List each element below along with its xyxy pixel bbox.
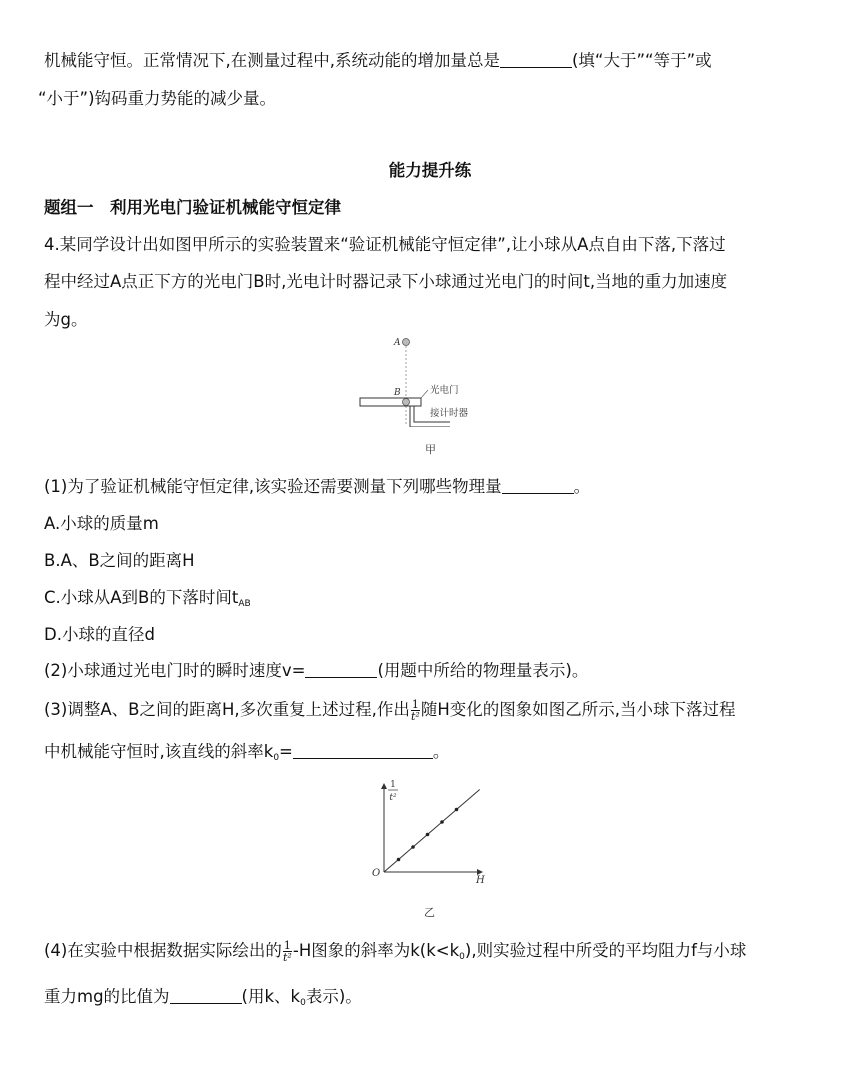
sub-question-3-line-2-text: 中机械能守恒时,该直线的斜率k (44, 742, 274, 761)
fraction-numerator: 1 (411, 698, 419, 711)
k0-subscript: 0 (273, 753, 280, 763)
group-title: 题组一 利用光电门验证机械能守恒定律 (44, 198, 341, 217)
sub-question-4-text: (4)在实验中根据数据实际绘出的 (44, 941, 282, 960)
sub-question-1-text: (1)为了验证机械能守恒定律,该实验还需要测量下列哪些物理量 (44, 477, 502, 496)
data-point (397, 858, 401, 862)
fraction-numerator: 1 (283, 939, 291, 952)
answer-blank-2[interactable] (305, 660, 377, 678)
sub-question-1-after: 。 (573, 477, 591, 496)
k0-subscript: 0 (300, 998, 306, 1008)
figure-1-caption: 甲 (425, 443, 436, 456)
option-a: A.小球的质量m (44, 514, 159, 533)
sub-question-3-text-after: 随H变化的图象如图乙所示,当小球下落过程 (420, 700, 736, 719)
sub-question-4-line-2-mid: (用k、k (241, 987, 301, 1006)
question-4-line-1: 4.某同学设计出如图甲所示的实验装置来“验证机械能守恒定律”,让小球从A点自由下落,下落过 (44, 235, 726, 254)
equals-sign: = (279, 742, 293, 761)
answer-blank-3[interactable] (293, 741, 433, 759)
figure-apparatus (350, 332, 490, 427)
gate-pointer (421, 390, 428, 398)
y-label-denominator: t² (389, 793, 397, 803)
label-timer: 接计时器 (430, 408, 469, 419)
label-photogate: 光电门 (430, 385, 459, 396)
paragraph-line-1 (44, 50, 712, 72)
fraction-1-over-t2 (411, 699, 420, 722)
paragraph-line-2: “小于”)钩码重力势能的减少量。 (38, 89, 277, 108)
section-title: 能力提升练 (388, 161, 472, 180)
option-c (44, 587, 251, 615)
sub-question-1 (44, 476, 590, 498)
data-point (426, 833, 430, 837)
answer-blank-4[interactable] (170, 986, 242, 1004)
data-point (411, 845, 415, 849)
fraction-denominator: t² (410, 710, 420, 723)
figure-graph (360, 772, 495, 887)
fraction-denominator: t² (282, 951, 292, 964)
sub-question-3-line-2-after: 。 (432, 742, 450, 761)
paragraph-text: 机械能守恒。正常情况下,在测量过程中,系统动能的增加量总是 (44, 51, 500, 70)
sub-question-3-line-1 (44, 699, 736, 722)
sub-question-4-line-1 (44, 940, 746, 968)
sub-question-2-after: (用题中所给的物理量表示)。 (377, 661, 589, 680)
sub-question-4-line-2-text: 重力mg的比值为 (44, 987, 170, 1006)
option-c-text: C.小球从A到B的下落时间t (44, 588, 239, 607)
sub-question-4-text-mid: -H图象的斜率为k(k<k (292, 941, 460, 960)
answer-blank[interactable] (500, 50, 572, 68)
option-b: B.A、B之间的距离H (44, 551, 195, 570)
question-4-line-3: 为g。 (44, 310, 88, 329)
photogate-body (360, 398, 421, 406)
fraction-1-over-t2 (283, 940, 292, 963)
figure-2-caption: 乙 (424, 906, 435, 919)
question-4-line-2: 程中经过A点正下方的光电门B时,光电计时器记录下小球通过光电门的时间t,当地的重力加速度 (44, 272, 728, 291)
option-c-subscript: AB (238, 599, 251, 609)
label-a: A (394, 338, 401, 348)
ball-at-a (403, 339, 410, 346)
sub-question-3-line-2 (44, 741, 449, 769)
option-d: D.小球的直径d (44, 625, 155, 644)
paragraph-text-after: (填“大于”“等于”或 (572, 51, 712, 70)
x-label: H (476, 875, 485, 886)
data-point (455, 808, 459, 812)
origin-label: O (372, 868, 381, 879)
label-b: B (394, 388, 401, 398)
sub-question-4-line-2-after: 表示)。 (305, 987, 362, 1006)
sub-question-2 (44, 660, 588, 682)
sub-question-4-line-2 (44, 986, 362, 1014)
sub-question-3-text: (3)调整A、B之间的距离H,多次重复上述过程,作出 (44, 700, 410, 719)
sub-question-2-text: (2)小球通过光电门时的瞬时速度v= (44, 661, 306, 680)
data-point (440, 820, 444, 824)
y-label-numerator: 1 (390, 780, 396, 790)
k0-subscript: 0 (459, 952, 465, 962)
sub-question-4-text-after: ),则实验过程中所受的平均阻力f与小球 (464, 941, 747, 960)
ball-at-b (403, 399, 410, 406)
answer-blank-1[interactable] (502, 476, 574, 494)
